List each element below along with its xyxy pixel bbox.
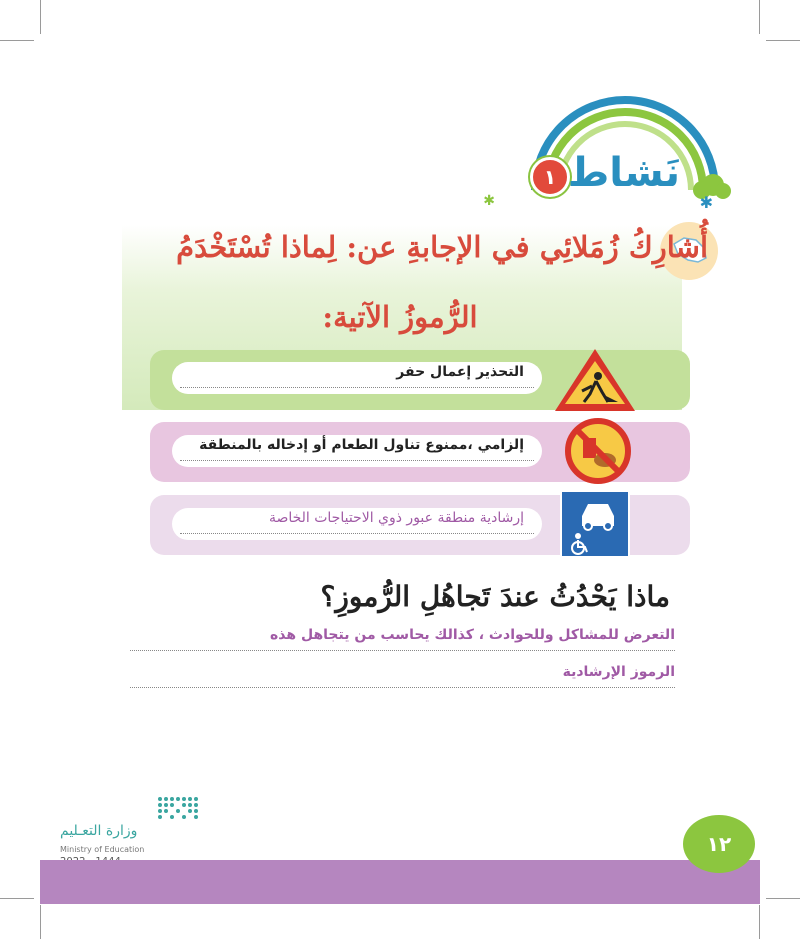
answer-line xyxy=(180,387,534,388)
page-number: ١٢ xyxy=(683,815,755,873)
svg-text:✱: ✱ xyxy=(699,193,713,212)
section-question: ماذا يَحْدُثُ عندَ تَجاهُلِ الرُّموزِ؟ xyxy=(320,580,670,613)
roadwork-warning-sign-icon xyxy=(552,346,638,414)
ministry-dots-icon xyxy=(110,795,220,821)
ministry-name-ar: وزارة التعـليم xyxy=(60,823,138,839)
crop-mark xyxy=(40,905,41,939)
answer-text: التحذير إعمال حفر xyxy=(396,364,524,380)
answer-field[interactable] xyxy=(172,508,542,540)
answer-line xyxy=(180,460,534,461)
crop-mark xyxy=(0,40,34,41)
answer-text: إرشادية منطقة عبور ذوي الاحتياجات الخاصة xyxy=(268,510,524,526)
answer-line-1[interactable]: التعرض للمشاكل وللحوادث ، كذالك يحاسب من يتجاهل هذه xyxy=(130,627,675,651)
answer-line-2[interactable]: الرموز الإرشادية xyxy=(130,664,675,688)
answer-line xyxy=(180,533,534,534)
activity-question-cont: الرُّموزُ الآتية: xyxy=(322,300,478,334)
activity-question: أُشارِكُ زُمَلائِي في الإجابةِ عن: لِماذا تُسْتَخْدَمُ xyxy=(176,230,708,264)
crop-mark xyxy=(766,40,800,41)
crop-mark xyxy=(766,898,800,899)
ministry-name-en: Ministry of Education xyxy=(60,845,145,854)
answer-field[interactable] xyxy=(172,362,542,394)
crop-mark xyxy=(40,0,41,34)
answer-text: إلزامي ،ممنوع تناول الطعام أو إدخاله بالمنطقة xyxy=(199,437,524,453)
crop-mark xyxy=(759,0,760,34)
svg-text:✱: ✱ xyxy=(483,193,495,209)
crop-mark xyxy=(0,898,34,899)
answer-field[interactable] xyxy=(172,435,542,467)
accessible-crossing-sign-icon xyxy=(560,490,630,558)
activity-title: نَشاط xyxy=(567,150,680,196)
no-food-sign-icon xyxy=(565,418,631,484)
activity-number-badge: ١ xyxy=(530,157,570,197)
footer-bar xyxy=(40,860,760,904)
crop-mark xyxy=(759,905,760,939)
